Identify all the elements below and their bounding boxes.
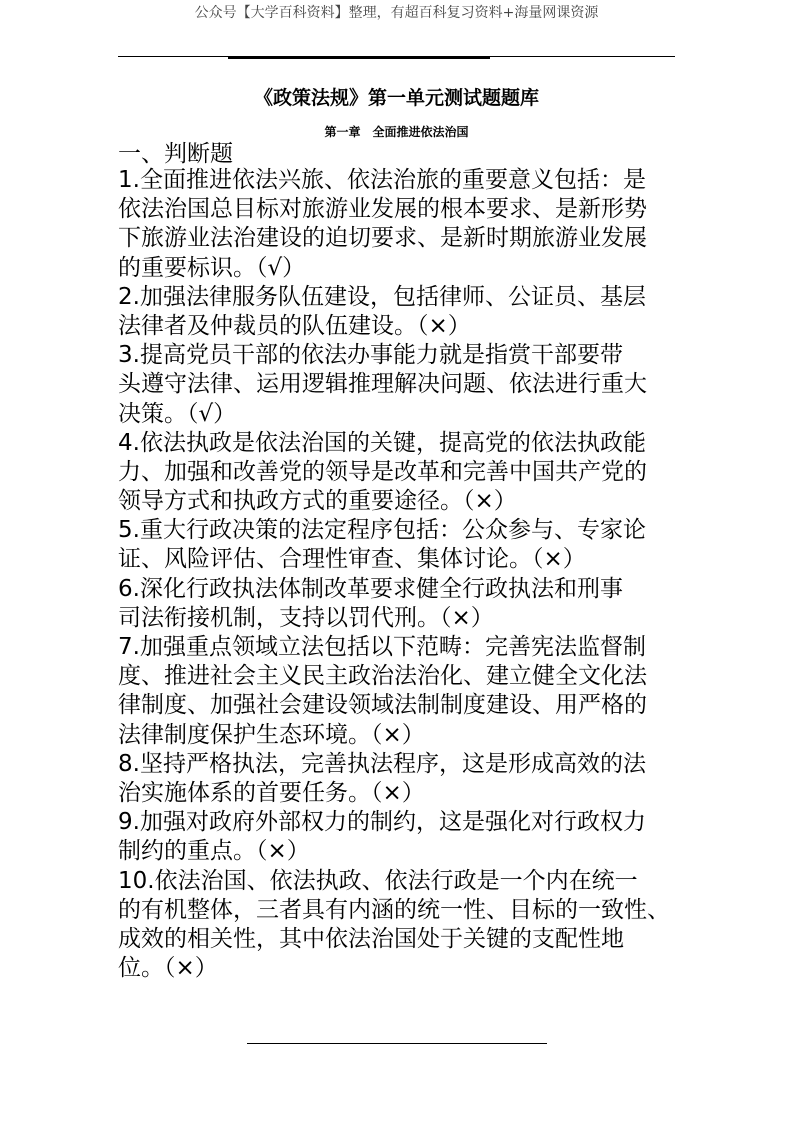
- text-line: 7.加强重点领域立法包括以下范畴：完善宪法监督制: [118, 634, 646, 660]
- footer-rule: [247, 1043, 547, 1044]
- text-line: 证、风险评估、合理性审查、集体讨论。（×）: [118, 546, 586, 573]
- text-line: 2.加强法律服务队伍建设，包括律师、公证员、基层: [118, 283, 646, 310]
- text-line: 司法衔接机制，支持以罚代刑。（×）: [118, 604, 494, 631]
- text-line: 制约的重点。（×）: [118, 838, 310, 865]
- document-title: 《政策法规》第一单元测试题题库: [253, 87, 539, 109]
- text-line: 力、加强和改善党的领导是改革和完善中国共产党的: [118, 458, 647, 485]
- text-line: 成效的相关性，其中依法治国处于关键的支配性地: [118, 925, 624, 952]
- text-line: 头遵守法律、运用逻辑推理解决问题、依法进行重大: [118, 371, 647, 398]
- text-line: 法律者及仲裁员的队伍建设。（×）: [118, 312, 471, 339]
- text-line: 1.全面推进依法兴旅、依法治旅的重要意义包括：是: [118, 167, 646, 193]
- text-line: 律制度、加强社会建设领域法制制度建设、用严格的: [118, 692, 647, 719]
- text-line: 的有机整体，三者具有内涵的统一性、目标的一致性、: [118, 896, 670, 923]
- text-line: 4.依法执政是依法治国的关键，提高党的依法执政能: [118, 429, 646, 456]
- text-line: 依法治国总目标对旅游业发展的根本要求、是新形势: [118, 196, 647, 223]
- text-line: 治实施体系的首要任务。（×）: [118, 779, 425, 806]
- section-heading: 一、判断题: [118, 141, 233, 167]
- header-banner: 公众号【大学百科资料】整理，有超百科复习资料+海量网课资源: [194, 5, 599, 21]
- text-line: 领导方式和执政方式的重要途径。（×）: [118, 488, 517, 515]
- text-line: 3.提高党员干部的依法办事能力就是指赏干部要带: [118, 342, 623, 369]
- text-line: 位。（×）: [118, 955, 218, 982]
- text-line: 9.加强对政府外部权力的制约，这是强化对行政权力: [118, 809, 646, 836]
- text-line: 的重要标识。（√）: [118, 254, 306, 281]
- text-line: 6.深化行政执法体制改革要求健全行政执法和刑事: [118, 575, 623, 602]
- text-line: 度、推进社会主义民主政治法治化、建立健全文化法: [118, 663, 647, 690]
- text-line: 10.依法治国、依法执政、依法行政是一个内在统一: [118, 867, 638, 894]
- header-rule-accent: [228, 57, 490, 59]
- text-line: 下旅游业法治建设的迫切要求、是新时期旅游业发展: [118, 225, 647, 252]
- text-line: 决策。（√）: [118, 400, 237, 427]
- text-line: 5.重大行政决策的法定程序包括：公众参与、专家论: [118, 517, 646, 544]
- text-line: 8.坚持严格执法，完善执法程序，这是形成高效的法: [118, 750, 646, 777]
- text-line: 法律制度保护生态环境。（×）: [118, 721, 425, 748]
- chapter-title: 第一章 全面推进依法治国: [324, 125, 469, 139]
- question-list: [118, 166, 678, 983]
